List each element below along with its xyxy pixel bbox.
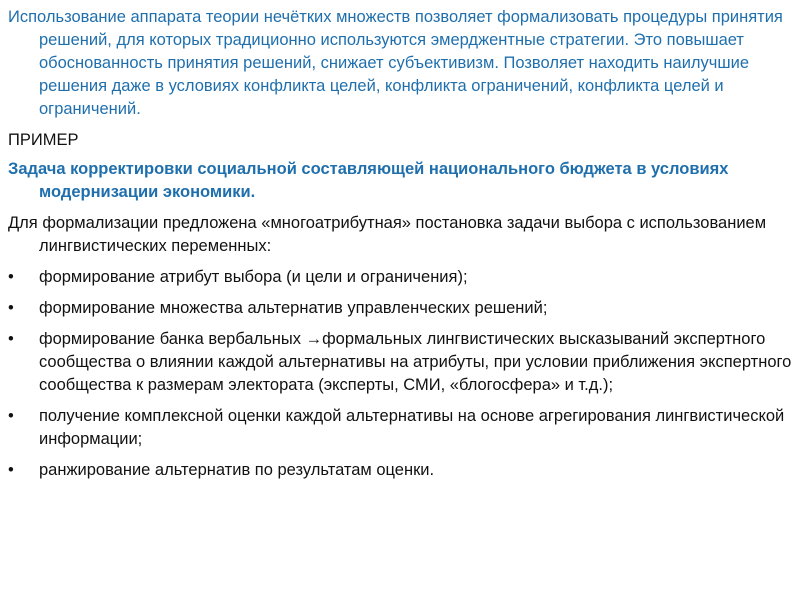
list-item-text: формирование множества альтернатив управленческих решений; <box>39 299 548 317</box>
steps-list <box>8 266 792 482</box>
bullet-icon: • <box>8 268 14 286</box>
list-item <box>8 405 792 451</box>
bullet-icon: • <box>8 407 14 425</box>
list-item-text: формирование банка вербальных →формальных лингвистических высказываний экспертного сообщества о влиянии каждой альтернативы на атрибуты, при условии приближения экспертного сообщества к размерам электората (эксперты, СМИ, «блогосфера» и т.д.); <box>39 330 792 394</box>
list-item <box>8 266 792 289</box>
bullet-icon: • <box>8 461 14 479</box>
bullet-icon: • <box>8 330 14 348</box>
list-item <box>8 328 792 397</box>
list-item <box>8 297 792 320</box>
slide-content <box>8 6 792 490</box>
task-title: Задача корректировки социальной составляющей национального бюджета в условиях модернизации экономики. <box>8 160 729 201</box>
list-item <box>8 459 792 482</box>
formalization-paragraph: Для формализации предложена «многоатрибутная» постановка задачи выбора с использованием лингвистических переменных: <box>8 214 767 255</box>
intro-paragraph: Использование аппарата теории нечётких множеств позволяет формализовать процедуры принятия решений, для которых традиционно используются эмерджентные стратегии. Это повышает обоснованность принятия решений, снижает субъективизм. Позволяет находить наилучшие решения даже в условиях конфликта целей, конфликта ограничений, конфликта целей и ограничений. <box>8 8 783 118</box>
list-item-text: формирование атрибут выбора (и цели и ограничения); <box>39 268 468 286</box>
list-item-text: получение комплексной оценки каждой альтернативы на основе агрегирования лингвистической информации; <box>39 407 785 448</box>
list-item-text: ранжирование альтернатив по результатам оценки. <box>39 461 435 479</box>
bullet-icon: • <box>8 299 14 317</box>
example-label: ПРИМЕР <box>8 131 79 149</box>
